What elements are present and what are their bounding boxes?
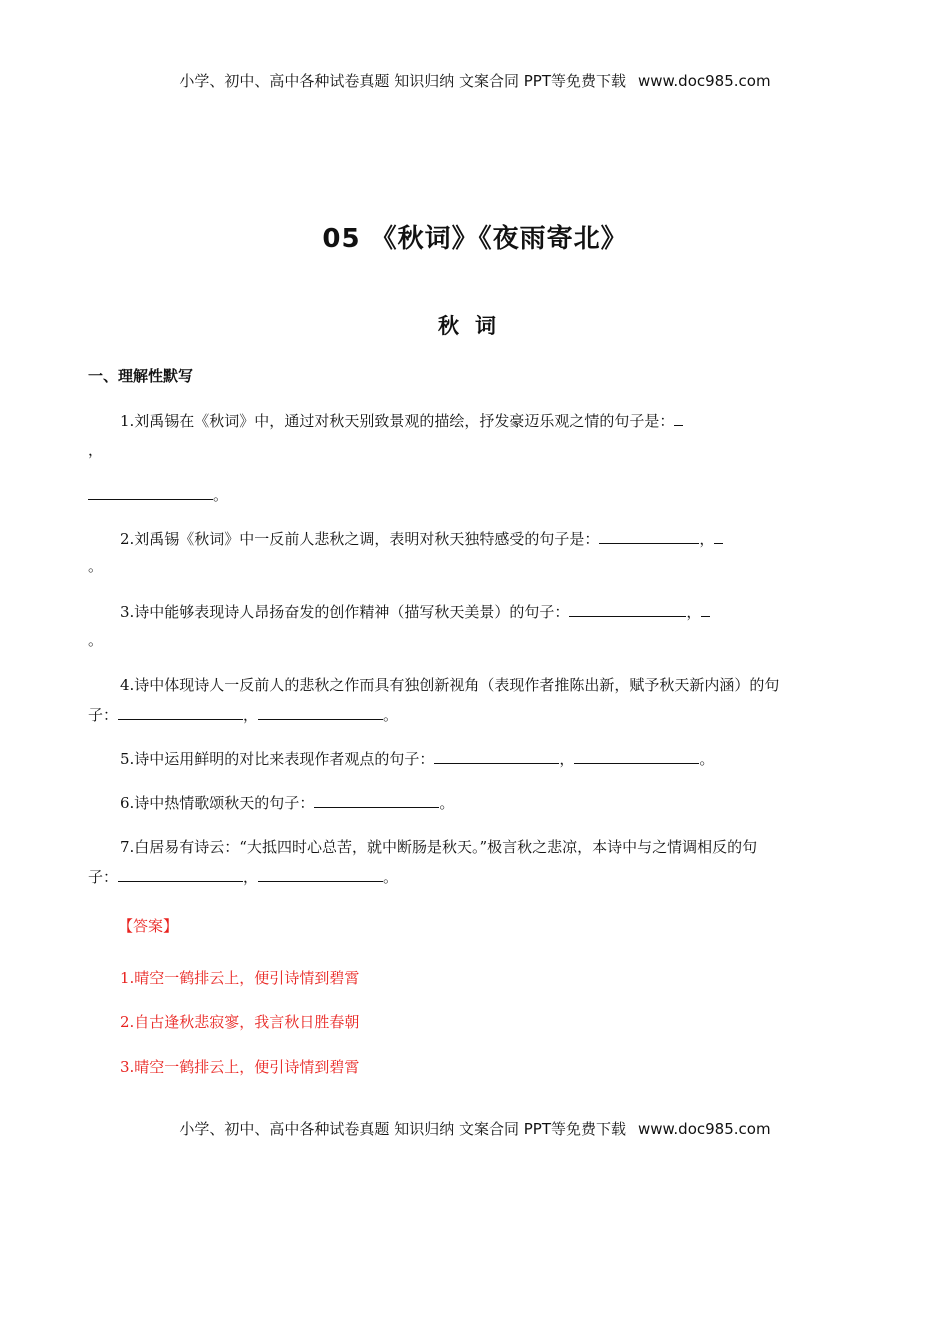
answer-item: 2.自古逢秋悲寂寥，我言秋日胜春朝 — [120, 1013, 360, 1031]
question-3-period-line — [88, 630, 103, 650]
question-1-comma: ， — [88, 441, 104, 459]
question-7 — [120, 837, 757, 857]
question-1-text: 1.刘禹锡在《秋词》中，通过对秋天别致景观的描绘，抒发豪迈乐观之情的句子是： — [120, 412, 675, 430]
question-5-period: 。 — [699, 750, 715, 768]
question-6-text: 6.诗中热情歌颂秋天的句子： — [120, 794, 315, 812]
question-4-period: 。 — [383, 706, 399, 724]
question-2-period: 。 — [88, 557, 104, 575]
question-4-text-line2: 子： — [88, 706, 119, 724]
question-4-comma: ， — [243, 706, 259, 724]
question-2 — [120, 528, 723, 549]
question-7-blank-b[interactable] — [258, 866, 383, 882]
question-7-text-line2: 子： — [88, 868, 119, 886]
question-7-blank-a[interactable] — [118, 866, 243, 882]
page-title: 05 《秋词》《夜雨寄北》 — [322, 224, 628, 254]
question-2-period-line — [88, 556, 103, 576]
question-1-period: 。 — [213, 486, 229, 504]
question-7-line-2 — [88, 866, 398, 887]
footer-banner — [0, 1118, 950, 1139]
question-5-text: 5.诗中运用鲜明的对比来表现作者观点的句子： — [120, 750, 435, 768]
answer-item: 1.晴空一鹤排云上，便引诗情到碧霄 — [120, 969, 360, 987]
question-2-text: 2.刘禹锡《秋词》中一反前人悲秋之调，表明对秋天独特感受的句子是： — [120, 530, 600, 548]
question-7-text-line1: 7.白居易有诗云：“大抵四时心总苦，就中断肠是秋天。”极言秋之悲凉，本诗中与之情调相反的句 — [120, 838, 758, 856]
question-2-blank-a[interactable] — [599, 528, 699, 544]
question-4-blank-a[interactable] — [118, 704, 243, 720]
banner-text: 小学、初中、高中各种试卷真题 知识归纳 文案合同 PPT等免费下载 — [179, 72, 626, 90]
question-7-period: 。 — [383, 868, 399, 886]
question-4 — [120, 675, 779, 695]
banner-url[interactable]: www.doc985.com — [637, 72, 771, 90]
question-5 — [120, 748, 714, 769]
question-6-period: 。 — [439, 794, 455, 812]
question-6-blank[interactable] — [314, 792, 439, 808]
question-3 — [120, 601, 710, 622]
question-1-blank-b[interactable] — [88, 484, 213, 500]
question-4-line-2 — [88, 704, 398, 725]
poem-title: 秋词 — [438, 314, 512, 338]
question-2-comma: ， — [699, 530, 715, 548]
question-3-blank-b[interactable] — [701, 601, 710, 617]
question-1-comma-line — [88, 440, 103, 460]
question-3-comma: ， — [686, 603, 702, 621]
question-2-blank-b[interactable] — [714, 528, 723, 544]
answer-item: 3.晴空一鹤排云上，便引诗情到碧霄 — [120, 1058, 360, 1076]
answer-label: 【答案】 — [118, 917, 179, 935]
banner-url[interactable]: www.doc985.com — [637, 1120, 771, 1138]
question-3-text: 3.诗中能够表现诗人昂扬奋发的创作精神（描写秋天美景）的句子： — [120, 603, 570, 621]
question-6 — [120, 792, 454, 813]
question-1-line-3 — [88, 484, 228, 505]
question-5-blank-b[interactable] — [574, 748, 699, 764]
question-5-blank-a[interactable] — [434, 748, 559, 764]
header-banner — [0, 70, 950, 91]
question-3-period: 。 — [88, 631, 104, 649]
section-heading: 一、理解性默写 — [88, 367, 194, 385]
question-5-comma: ， — [559, 750, 575, 768]
question-7-comma: ， — [243, 868, 259, 886]
question-1-blank-a[interactable] — [674, 410, 683, 426]
question-1 — [120, 410, 683, 431]
banner-text: 小学、初中、高中各种试卷真题 知识归纳 文案合同 PPT等免费下载 — [179, 1120, 626, 1138]
question-4-blank-b[interactable] — [258, 704, 383, 720]
question-4-text-line1: 4.诗中体现诗人一反前人的悲秋之作而具有独创新视角（表现作者推陈出新，赋予秋天新内涵）的句 — [120, 676, 780, 694]
question-3-blank-a[interactable] — [569, 601, 686, 617]
